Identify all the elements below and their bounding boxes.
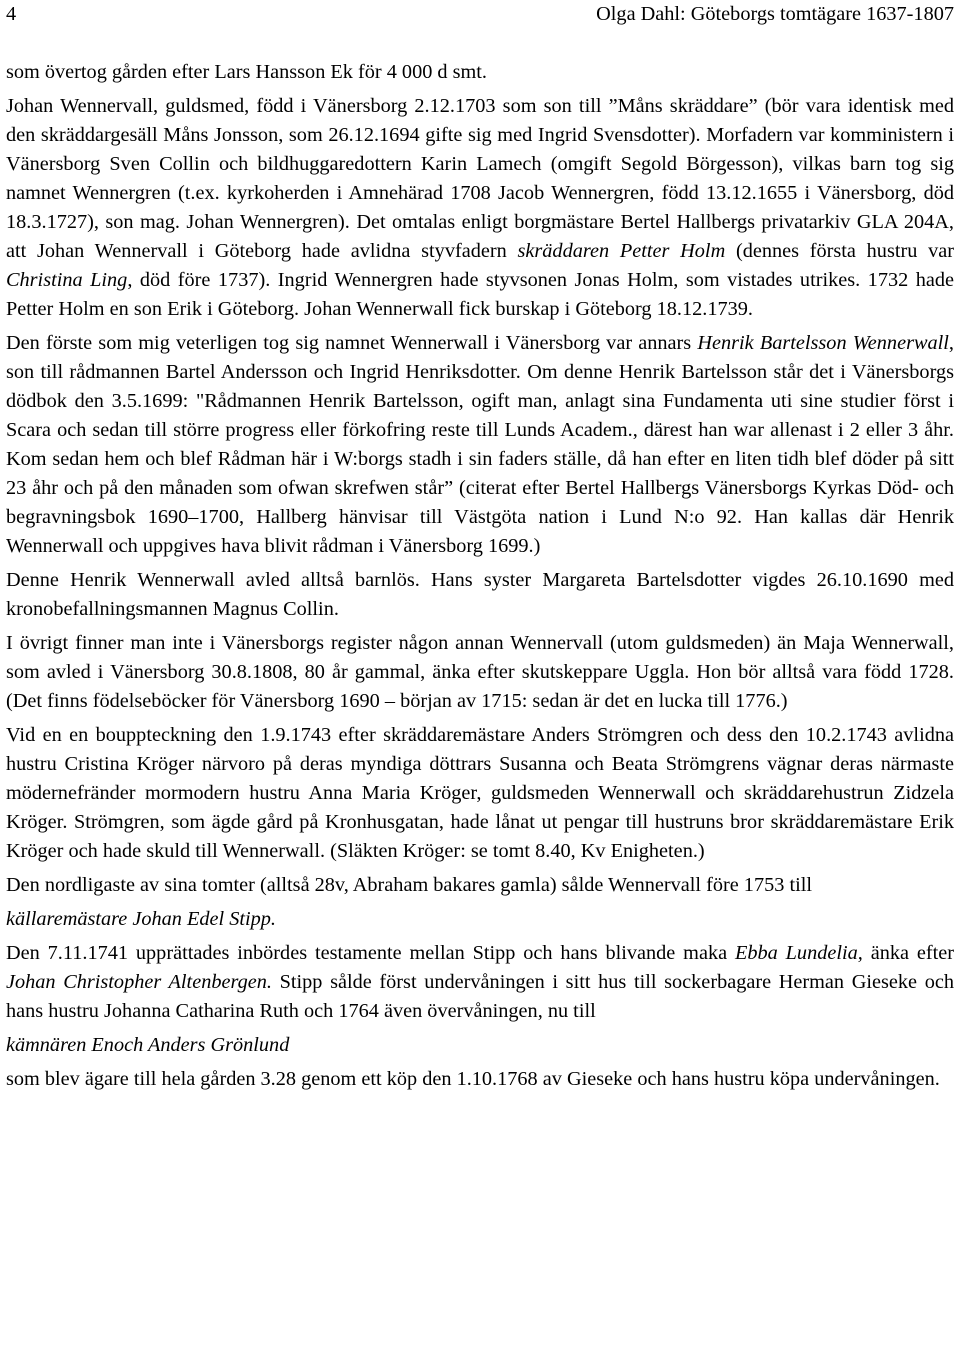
text-segment: änka efter: [862, 942, 954, 964]
paragraph: [6, 629, 954, 716]
text-segment: Johan Wennervall, guldsmed, född i Vänersborg 2.12.1703 som son till ”Måns skräddare” (bör vara identisk med den skräddargesäll Måns Jonsson, som 26.12.1694 gifte sig med Ingrid Svensdotter). Morfadern var komministern i Vänersborg Sven Collin och bildhuggaredottern Karin Lamech (omgift Segold Börgesson), vilkas barn tog sig namnet Wennergren (t.ex. kyrkoherden i Amnehärad 1708 Jacob Wennergren, född 13.12.1655 i Vänersborg, död 18.3.1727), son mag. Johan Wennergren). Det omtalas enligt borgmästare Bertel Hallbergs privatarkiv GLA 204A, att Johan Wennervall i Göteborg hade avlidna styvfadern: [6, 95, 954, 262]
paragraph: [6, 905, 954, 934]
italic-text-segment: Johan Christopher Altenbergen.: [6, 971, 272, 993]
paragraph: [6, 329, 954, 561]
italic-text-segment: skräddaren Petter Holm: [517, 240, 726, 262]
paragraph: [6, 939, 954, 1026]
text-segment: , död före 1737). Ingrid Wennergren hade styvsonen Jonas Holm, som vistades utrikes. 1732 hade Petter Holm en son Erik i Göteborg. Johan Wennerwall fick burskap i Göteborg 18.12.1739.: [6, 269, 955, 320]
text-segment: I övrigt finner man inte i Vänersborgs register någon annan Wennervall (utom guldsmeden) än Maja Wennerwall, som avled i Vänersborg 30.8.1808, 80 år gammal, änka efter skutskeppare Uggla. Hon bör alltså vara född 1728. (Det finns födelseböcker för Vänersborg 1690 – början av 1715: sedan är det en lucka till 1776.): [6, 632, 954, 712]
paragraph: [6, 721, 954, 866]
italic-text-segment: kämnären Enoch Anders Grönlund: [6, 1034, 290, 1056]
paragraph: [6, 1065, 954, 1094]
text-segment: Den nordligaste av sina tomter (alltså 28v, Abraham bakares gamla) sålde Wennervall före 1753 till: [6, 874, 812, 896]
paragraph: [6, 58, 954, 87]
running-header: [6, 0, 954, 29]
text-segment: , son till rådmannen Bartel Andersson och Ingrid Henriksdotter. Om denne Henrik Bartelsson står det i Vänersborgs dödbok den 3.5.1699: "Rådmannen Henrik Bartelsson, ogift man, anlagt sina Fundamenta uti sine studier först i Scara och sedan till större progress eller förkofring reste till Lunds Academ., därest han war allenast i 2 eller 3 åhr. Kom sedan hem och blef Rådman här i W:borgs stadh i sin faders ställe, då han efter en liten tidh blef döder på sitt 23 åhr och på den månaden som ofwan skrefwen står” (citerat efter Bertel Hallbergs Vänersborgs Kyrkas Död- och begravningsbok 1690–1700, Hallberg hänvisar till Västgöta nation i Lund N:o 92. Han kallas där Henrik Wennerwall och uppgives hava blivit rådman i Vänersborg 1699.): [6, 332, 954, 557]
paragraph: [6, 1031, 954, 1060]
text-segment: Den 7.11.1741 upprättades inbördes testamente mellan Stipp och hans blivande maka: [6, 942, 735, 964]
text-segment: som blev ägare till hela gården 3.28 genom ett köp den 1.10.1768 av Gieseke och hans hustru köpa undervåningen.: [6, 1068, 940, 1090]
text-segment: Vid en en bouppteckning den 1.9.1743 efter skräddaremästare Anders Strömgren och dess den 10.2.1743 avlidna hustru Cristina Kröger närvoro på deras myndiga döttrars Susanna och Beata Strömgrens vägnar deras närmaste mödernefränder mormodern hustru Anna Maria Kröger, guldsmeden Wennerwall och skräddarehustrun Zidzela Kröger. Strömgren, som ägde gård på Kronhusgatan, hade lånat ut pengar till hustruns bror skräddaremästare Erik Kröger och hade skuld till Wennerwall. (Släkten Kröger: se tomt 8.40, Kv Enigheten.): [6, 724, 954, 862]
header-title: Olga Dahl: Göteborgs tomtägare 1637-1807: [596, 3, 954, 25]
italic-text-segment: Ebba Lundelia,: [734, 942, 863, 964]
text-segment: Den förste som mig veterligen tog sig namnet Wennerwall i Vänersborg var annars: [6, 332, 698, 354]
text-segment: Denne Henrik Wennerwall avled alltså barnlös. Hans syster Margareta Bartelsdotter vigdes 26.10.1690 med kronobefallningsmannen Magnus Collin.: [6, 569, 954, 620]
italic-text-segment: källaremästare Johan Edel Stipp.: [6, 908, 276, 930]
italic-text-segment: Christina Ling: [6, 269, 128, 291]
paragraph: [6, 871, 954, 900]
paragraph: [6, 566, 954, 624]
italic-text-segment: Henrik Bartelsson Wennerwall: [697, 332, 949, 354]
page-number: 4: [6, 3, 17, 25]
text-segment: som övertog gården efter Lars Hansson Ek för 4 000 d smt.: [6, 61, 488, 83]
paragraph: [6, 92, 954, 324]
document-page: [6, 0, 954, 1099]
body-text: [6, 58, 954, 1094]
text-segment: Stipp sålde först undervåningen i sitt hus till sockerbagare Herman Gieseke och hans hustru Johanna Catharina Ruth och 1764 även övervåningen, nu till: [6, 971, 954, 1022]
text-segment: (dennes första hustru var: [725, 240, 954, 262]
